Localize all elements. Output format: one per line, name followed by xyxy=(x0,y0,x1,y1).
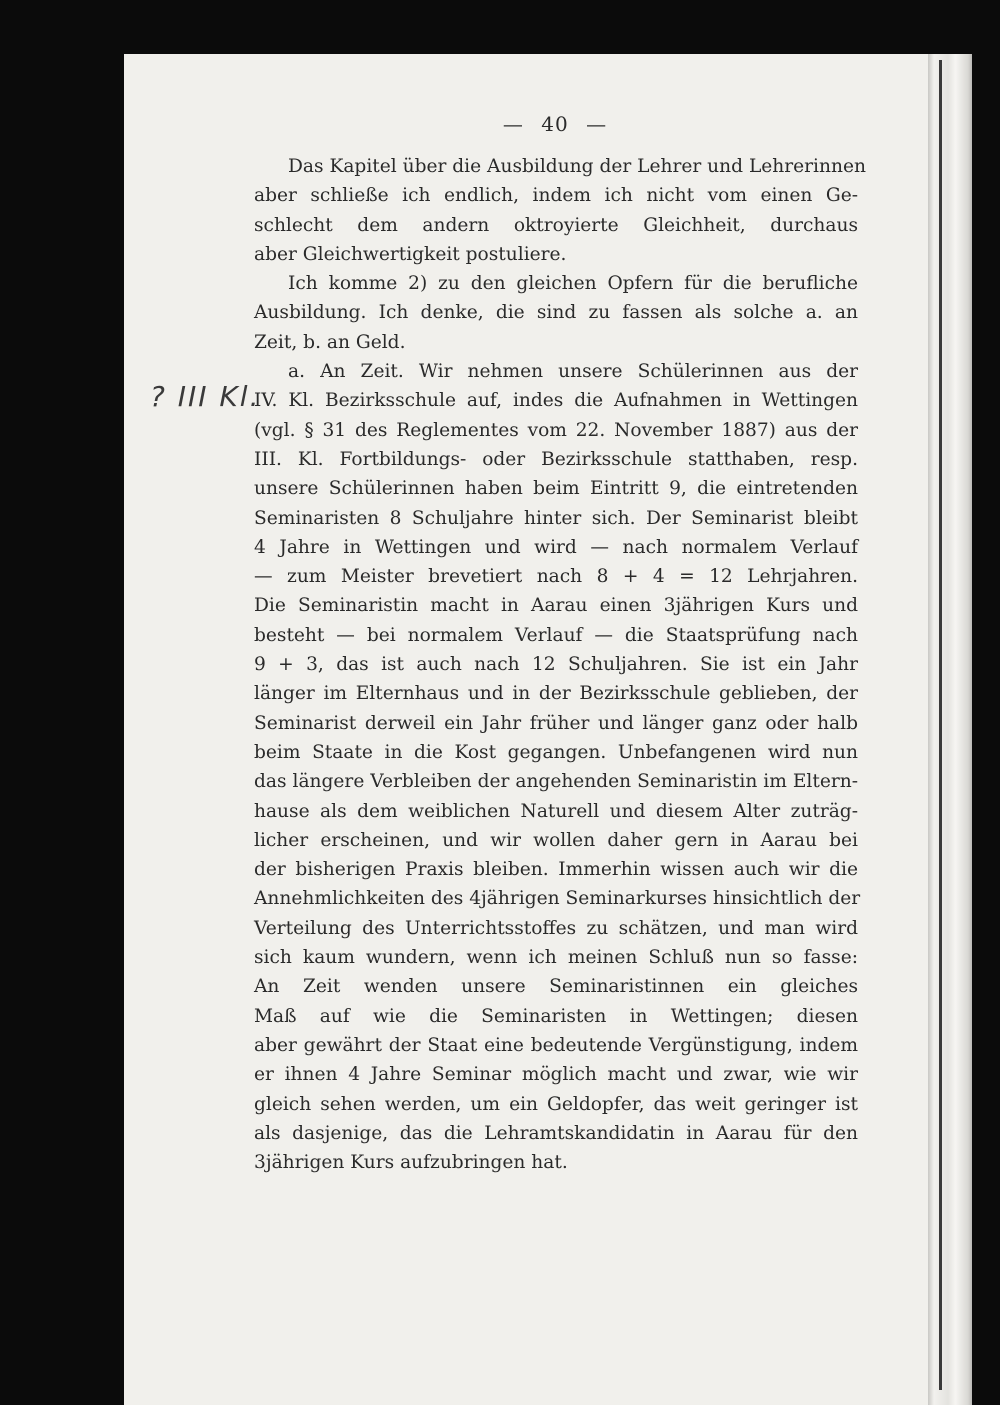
text-line: Ausbildung. Ich denke, die sind zu fassen als solche a. an xyxy=(254,302,858,324)
handwritten-margin-note: ? III Kl. xyxy=(150,380,261,413)
text-line: 3jährigen Kurs aufzubringen hat. xyxy=(254,1152,568,1174)
text-line: Seminaristen 8 Schuljahre hinter sich. Der Seminarist bleibt xyxy=(254,507,858,529)
text-line: er ihnen 4 Jahre Seminar möglich macht und zwar, wie wir xyxy=(254,1064,858,1086)
text-line: 4 Jahre in Wettingen und wird — nach normalem Verlauf xyxy=(254,536,858,558)
text-line: Ich komme 2) zu den gleichen Opfern für die berufliche xyxy=(288,273,858,295)
text-line: IV. Kl. Bezirksschule auf, indes die Aufnahmen in Wettingen xyxy=(254,390,858,412)
text-line: a. An Zeit. Wir nehmen unsere Schülerinnen aus der xyxy=(288,361,858,383)
text-line: 9 + 3, das ist auch nach 12 Schuljahren. Sie ist ein Jahr xyxy=(254,654,858,676)
text-line: Verteilung des Unterrichtsstoffes zu schätzen, und man wird xyxy=(254,917,858,939)
text-line: Annehmlichkeiten des 4jährigen Seminarkurses hinsichtlich der xyxy=(254,888,861,910)
spine-shadow-line xyxy=(939,60,942,1390)
text-line: Zeit, b. an Geld. xyxy=(254,331,406,353)
text-line: hause als dem weiblichen Naturell und diesem Alter zuträg- xyxy=(254,800,858,822)
text-line: das längere Verbleiben der angehenden Seminaristin im Eltern- xyxy=(254,771,858,793)
text-line: als dasjenige, das die Lehramtskandidatin in Aarau für den xyxy=(254,1122,858,1144)
text-line: besteht — bei normalem Verlauf — die Staatsprüfung nach xyxy=(254,624,858,646)
text-line: III. Kl. Fortbildungs- oder Bezirksschule statthaben, resp. xyxy=(254,448,858,470)
page-number: — 40 — xyxy=(502,112,608,136)
text-line: sich kaum wundern, wenn ich meinen Schluß nun so fasse: xyxy=(254,947,858,969)
text-line: gleich sehen werden, um ein Geldopfer, das weit geringer ist xyxy=(254,1093,858,1115)
text-line: schlecht dem andern oktroyierte Gleichheit, durchaus xyxy=(254,214,858,236)
text-line: aber schließe ich endlich, indem ich nicht vom einen Ge- xyxy=(254,185,858,207)
text-line: — zum Meister brevetiert nach 8 + 4 = 12 Lehrjahren. xyxy=(254,566,858,588)
text-line: beim Staate in die Kost gegangen. Unbefangenen wird nun xyxy=(254,741,858,763)
text-line: der bisherigen Praxis bleiben. Immerhin wissen auch wir die xyxy=(254,859,858,881)
text-line: Maß auf wie die Seminaristen in Wettingen; diesen xyxy=(254,1005,858,1027)
text-line: Seminarist derweil ein Jahr früher und länger ganz oder halb xyxy=(254,712,858,734)
text-line: länger im Elternhaus und in der Bezirksschule geblieben, der xyxy=(254,683,858,705)
text-line: An Zeit wenden unsere Seminaristinnen ein gleiches xyxy=(254,976,858,998)
text-line: licher erscheinen, und wir wollen daher gern in Aarau bei xyxy=(254,829,858,851)
text-line: Die Seminaristin macht in Aarau einen 3jährigen Kurs und xyxy=(254,595,858,617)
scan-border xyxy=(972,54,1000,1405)
text-line: Das Kapitel über die Ausbildung der Lehrer und Lehrerinnen xyxy=(288,156,866,177)
text-line: unsere Schülerinnen haben beim Eintritt 9, die eintretenden xyxy=(254,478,858,500)
book-spine xyxy=(928,54,978,1405)
body-text xyxy=(254,152,866,1177)
text-line: aber Gleichwertigkeit postuliere. xyxy=(254,243,567,265)
text-line: aber gewährt der Staat eine bedeutende Vergünstigung, indem xyxy=(254,1034,858,1056)
text-line: (vgl. § 31 des Reglementes vom 22. November 1887) aus der xyxy=(254,419,858,441)
